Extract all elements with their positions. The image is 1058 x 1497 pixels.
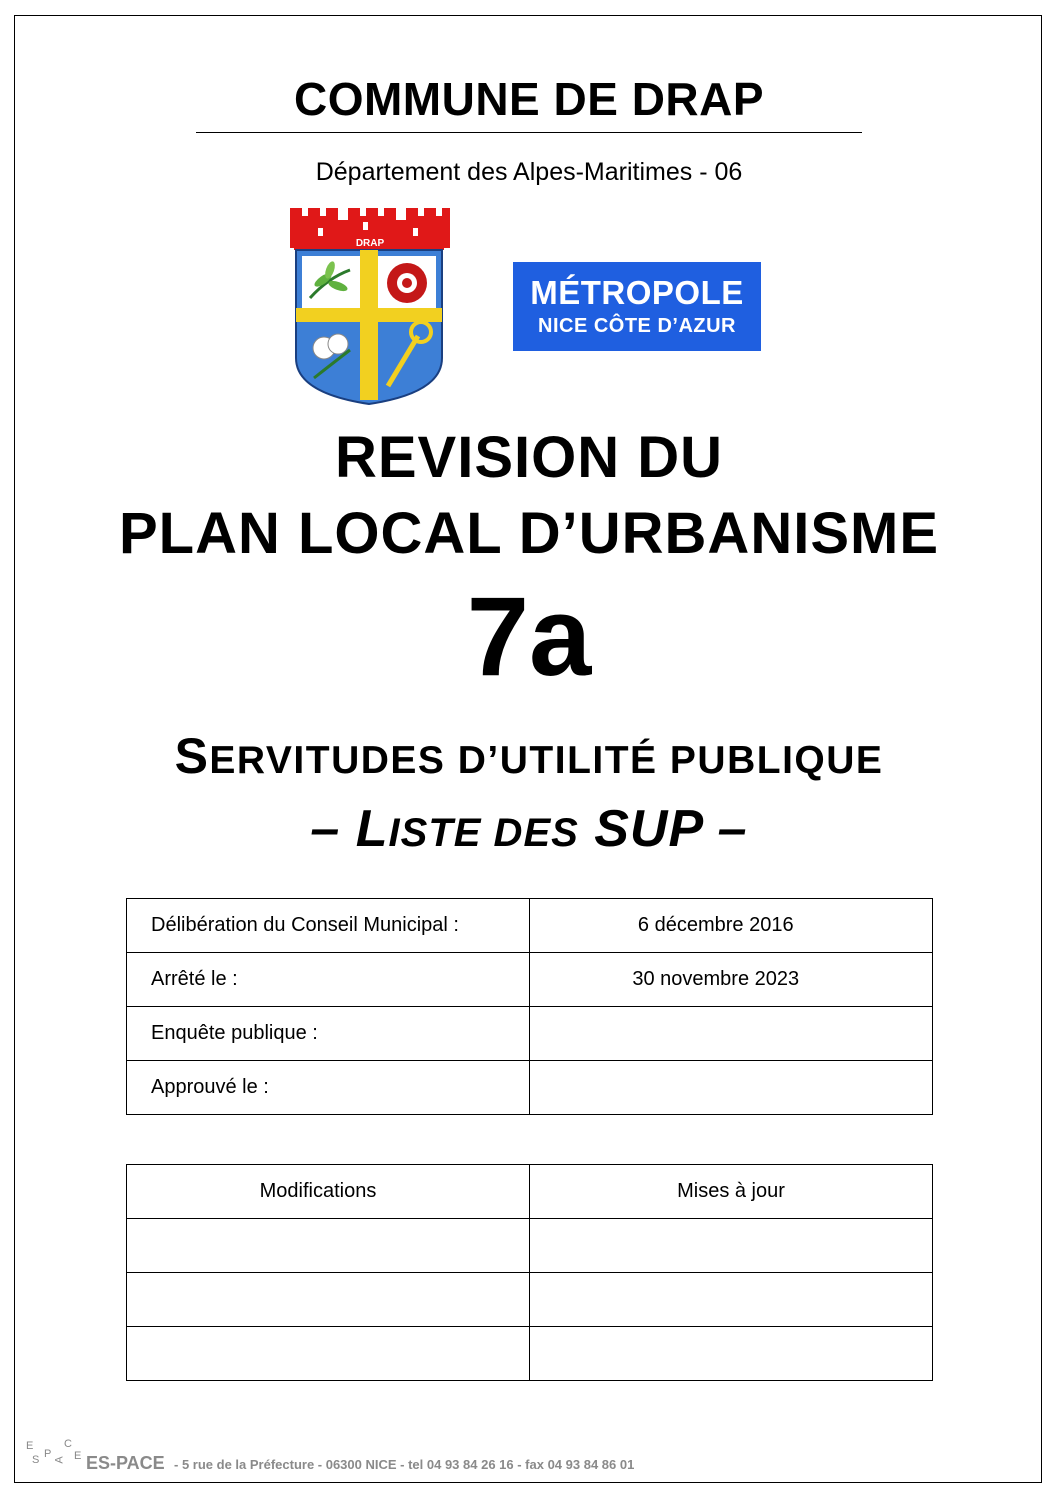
metropole-logo	[513, 262, 761, 351]
footer-brand: ES-PACE	[86, 1453, 165, 1473]
procedure-label: Enquête publique :	[127, 1007, 530, 1061]
table-row	[127, 899, 933, 953]
document-number: 7a	[466, 574, 592, 699]
modifications-table	[126, 1164, 933, 1381]
table-row	[127, 1327, 933, 1381]
gold-cross-vertical	[360, 250, 378, 400]
title-divider	[196, 132, 862, 133]
espace-logo: E S P A C E	[26, 1438, 82, 1466]
table-cell	[530, 1327, 933, 1381]
table-row	[127, 953, 933, 1007]
list-title	[0, 799, 1058, 859]
footer-address: - 5 rue de la Préfecture - 06300 NICE - tel 04 93 84 26 16 - fax 04 93 84 86 01	[174, 1457, 635, 1472]
subtitle	[0, 727, 1058, 785]
drap-coat-of-arms	[288, 208, 450, 406]
metropole-line1: MÉTROPOLE	[530, 274, 744, 311]
header-mises-a-jour: Mises à jour	[530, 1165, 933, 1219]
table-row	[127, 1007, 933, 1061]
table-row	[127, 1061, 933, 1115]
commune-title: COMMUNE DE DRAP	[293, 73, 765, 125]
procedure-value	[529, 1061, 933, 1115]
procedure-label: Approuvé le :	[127, 1061, 530, 1115]
list-rest: ISTE DES	[388, 811, 579, 855]
title-line2: PLAN LOCAL D’URBANISME	[118, 501, 940, 566]
title-line1: REVISION DU	[334, 425, 724, 490]
table-cell	[127, 1273, 530, 1327]
footer	[24, 1438, 1024, 1474]
procedure-value	[529, 1007, 933, 1061]
table-header-row	[127, 1165, 933, 1219]
table-cell	[530, 1273, 933, 1327]
list-sup: SUP –	[578, 800, 748, 858]
department-label: Département des Alpes-Maritimes - 06	[315, 158, 743, 186]
table-cell	[127, 1327, 530, 1381]
list-initial: L	[355, 800, 389, 858]
procedure-table	[126, 898, 933, 1115]
subtitle-rest: ERVITUDES D’UTILITÉ PUBLIQUE	[209, 739, 884, 782]
table-cell	[530, 1219, 933, 1273]
header-modifications: Modifications	[127, 1165, 530, 1219]
procedure-value: 30 novembre 2023	[529, 953, 933, 1007]
procedure-value: 6 décembre 2016	[529, 899, 933, 953]
table-row	[127, 1219, 933, 1273]
list-prefix: –	[310, 800, 356, 858]
table-cell	[127, 1219, 530, 1273]
table-row	[127, 1273, 933, 1327]
subtitle-initial: S	[174, 728, 210, 784]
metropole-line2: NICE CÔTE D’AZUR	[538, 315, 736, 337]
gold-cross-horizontal	[296, 308, 442, 322]
crest-label: DRAP	[355, 238, 385, 249]
procedure-label: Délibération du Conseil Municipal :	[127, 899, 530, 953]
procedure-label: Arrêté le :	[127, 953, 530, 1007]
